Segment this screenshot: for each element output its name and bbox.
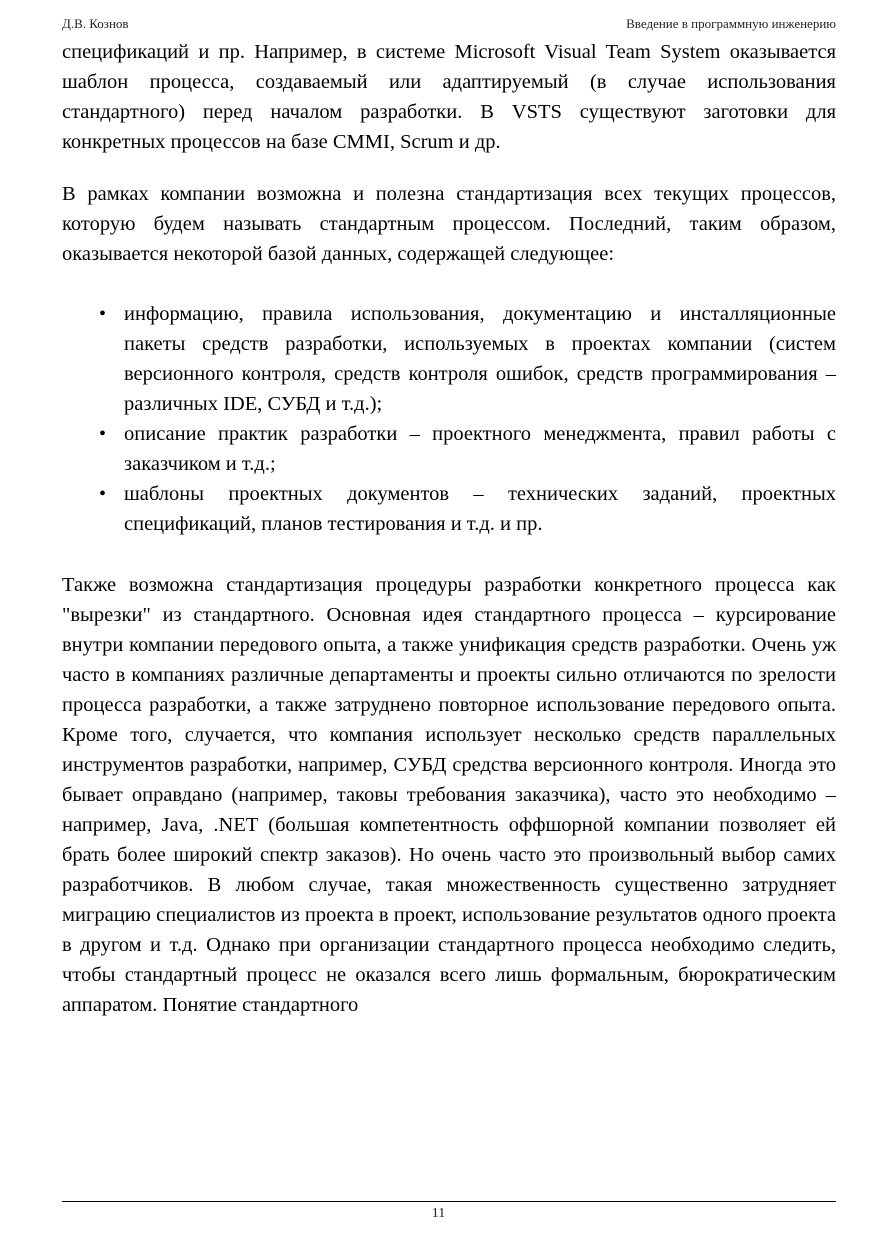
page-body — [62, 37, 836, 1020]
list-item-text: описание практик разработки – проектного менеджмента, правил работы с заказчиком и т.д.; — [124, 423, 836, 475]
paragraph-continuation: спецификаций и пр. Например, в системе Microsoft Visual Team System оказывается шаблон процесса, создаваемый или адаптируемый (в случае использования стандартного) перед началом разработки. В VSTS существуют заготовки для конкретных процессов на базе CMMI, Scrum и др. — [62, 41, 836, 153]
list-item-text: шаблоны проектных документов – технических заданий, проектных спецификаций, планов тестирования и т.д. и пр. — [124, 483, 836, 535]
bullet-icon: • — [99, 483, 107, 505]
header-author: Д.В. Кознов — [62, 16, 129, 31]
footer-divider — [62, 1201, 836, 1202]
page-number: 11 — [431, 1206, 446, 1221]
bullet-list — [62, 299, 836, 539]
list-item — [99, 479, 836, 539]
list-item — [99, 419, 836, 479]
list-item — [99, 299, 836, 419]
list-item-text: информацию, правила использования, документацию и инсталляционные пакеты средств разработки, используемых в проектах компании (систем версионного контроля, средств контроля ошибок, средств программирования – различных IDE, СУБД и т.д.); — [124, 303, 836, 415]
paragraph-standardization: Также возможна стандартизация процедуры разработки конкретного процесса как "вырезки" из стандартного. Основная идея стандартного процесса – курсирование внутри компании передового опыта, а также унификация средств разработки. Очень уж часто в компаниях различные департаменты и проекты сильно отличаются по зрелости процесса разработки, а также затруднено повторное использование передового опыта. Кроме того, случается, что компания использует несколько средств параллельных инструментов разработки, например, СУБД средства версионного контроля. Иногда это бывает оправдано (например, таковы требования заказчика), часто это необходимо – например, Java, .NET (большая компетентность оффшорной компании позволяет ей брать более широкий спектр заказов). Но очень часто это произвольный выбор самих разработчиков. В любом случае, такая множественность существенно затрудняет миграцию специалистов из проекта в проект, использование результатов одного проекта в другом и т.д. Однако при организации стандартного процесса необходимо следить, чтобы стандартный процесс не оказался всего лишь формальным, бюрократическим аппаратом. Понятие стандартного — [62, 574, 836, 1016]
paragraph-standard-process: В рамках компании возможна и полезна стандартизация всех текущих процессов, которую будем называть стандартным процессом. Последний, таким образом, оказывается некоторой базой данных, содержащей следующее: — [62, 183, 836, 265]
bullet-icon: • — [99, 303, 107, 325]
bullet-icon: • — [99, 423, 107, 445]
page-header — [62, 14, 836, 34]
header-book-title: Введение в программную инженерию — [626, 16, 836, 31]
